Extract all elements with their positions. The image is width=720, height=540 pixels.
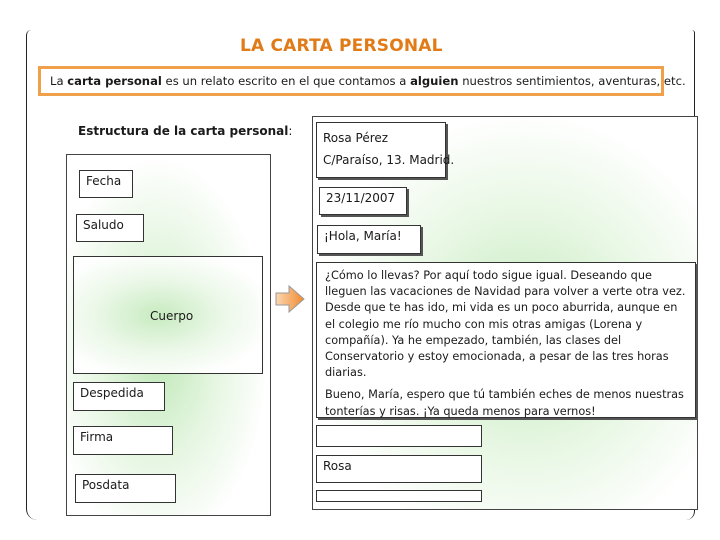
posdata-label: Posdata <box>82 478 130 492</box>
definition-term: carta personal <box>67 74 162 88</box>
definition-text-1: La <box>50 74 68 88</box>
slide-frame-left <box>26 30 37 520</box>
definition-box <box>38 66 686 96</box>
structure-heading-colon: : <box>288 124 293 138</box>
example-despedida-blank <box>316 425 482 447</box>
example-posdata-blank <box>316 490 482 502</box>
definition-text-3: nuestros sentimientos, aventuras, etc. <box>458 74 686 88</box>
signature-text: Rosa <box>323 459 352 473</box>
structure-firma <box>73 426 173 455</box>
structure-heading <box>78 124 292 138</box>
saludo-label: Saludo <box>83 218 124 232</box>
example-body <box>316 262 696 418</box>
example-date <box>319 187 407 215</box>
date-text: 23/11/2007 <box>326 191 396 205</box>
cuerpo-label: Cuerpo <box>150 309 194 323</box>
greeting-text: ¡Hola, María! <box>324 229 402 243</box>
sender-name: Rosa Pérez <box>323 131 389 145</box>
arrow-right-icon <box>275 284 305 314</box>
structure-heading-bold: Estructura de la carta personal <box>78 124 289 138</box>
structure-posdata <box>75 474 176 503</box>
body-paragraph-2: Bueno, María, espero que tú también eches de menos nuestras tonterías y risas. ¡Ya queda menos para vernos! <box>325 388 684 418</box>
example-greeting <box>317 225 421 254</box>
structure-saludo <box>76 214 144 242</box>
structure-fecha <box>79 170 133 198</box>
structure-despedida <box>73 382 165 411</box>
structure-cuerpo <box>73 256 263 374</box>
slide-title: LA CARTA PERSONAL <box>240 36 443 56</box>
fecha-label: Fecha <box>86 174 122 188</box>
definition-keyword: alguien <box>410 74 459 88</box>
firma-label: Firma <box>80 430 114 444</box>
definition-text-2: es un relato escrito en el que contamos a <box>161 74 411 88</box>
example-signature <box>316 455 482 483</box>
example-sender <box>316 122 455 178</box>
body-paragraph-1: ¿Cómo lo llevas? Por aquí todo sigue igual. Deseando que lleguen las vacaciones de Navidad para volver a verte otra vez. Desde que te has ido, mi vida es un poco aburrida, aunque en el colegio me río mucho con mis otras amigas (Lorena y compañía). Ya he empezado, también, las clases del Conservatorio y estoy emocionada, a pesar de las tres horas diarias. <box>325 269 686 380</box>
despedida-label: Despedida <box>80 386 144 400</box>
sender-address: C/Paraíso, 13. Madrid. <box>323 153 455 167</box>
